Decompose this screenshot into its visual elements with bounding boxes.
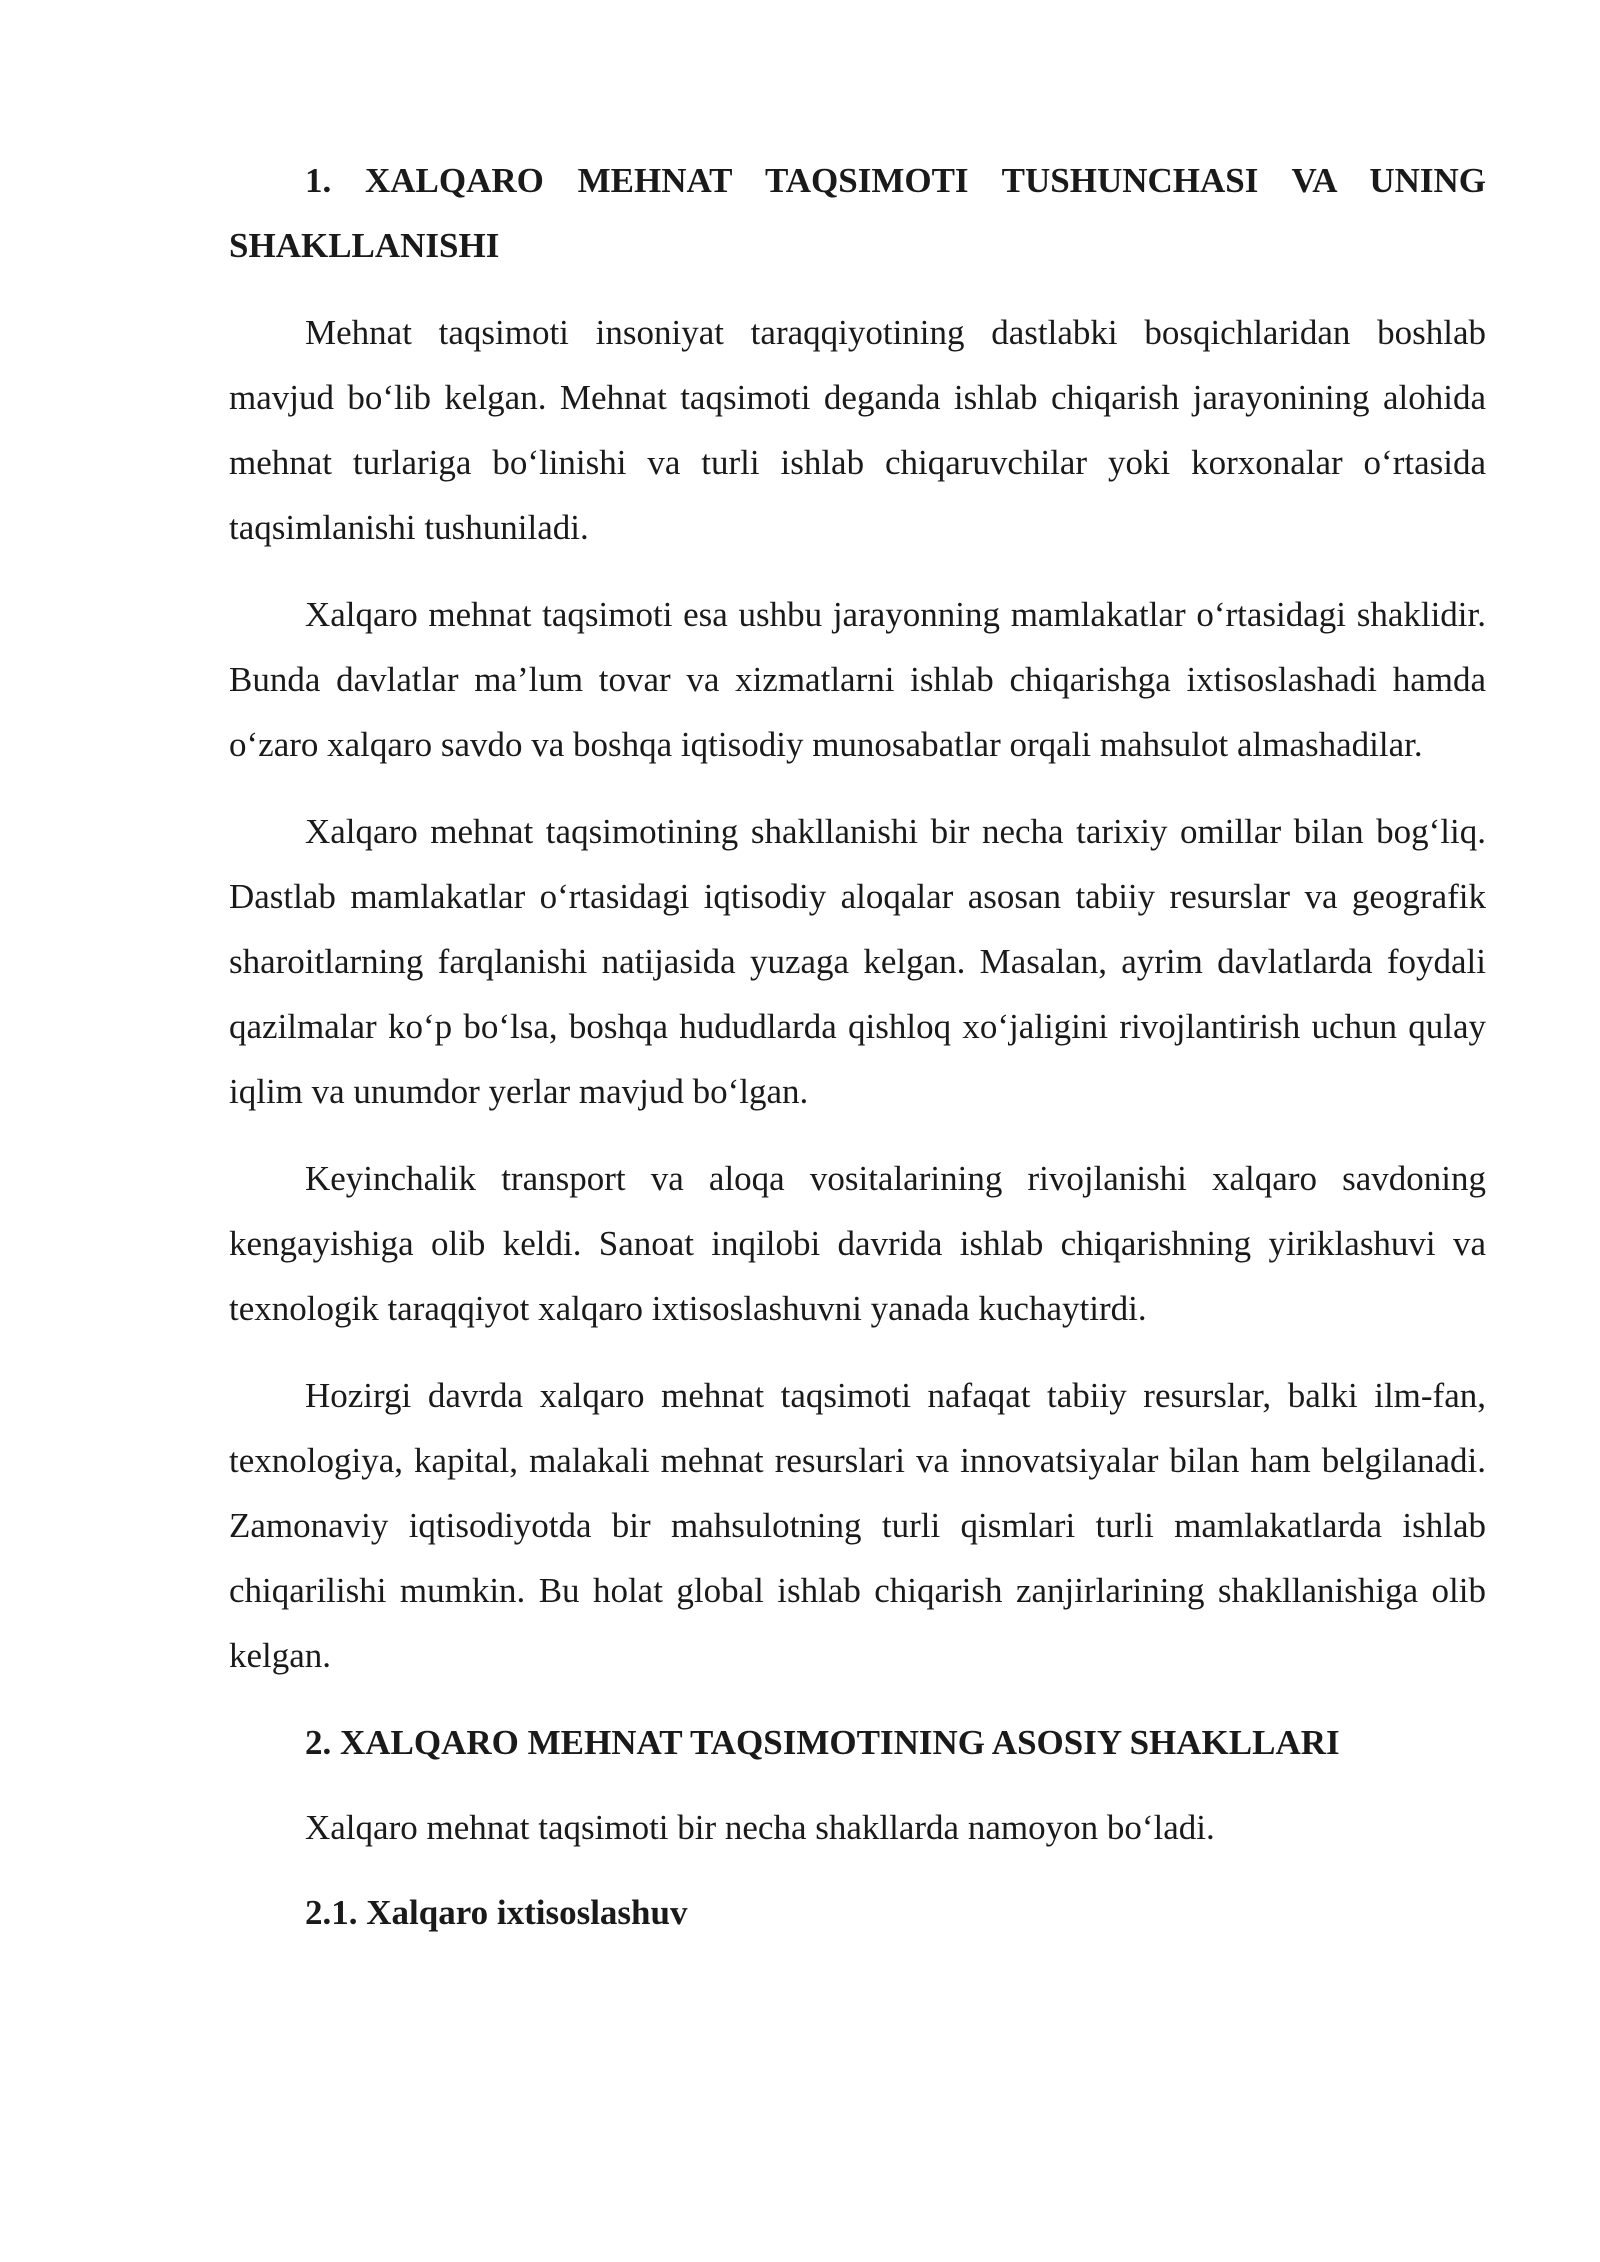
- section-1-heading: 1. XALQARO MEHNAT TAQSIMOTI TUSHUNCHASI VA UNING SHAKLLANISHI: [229, 161, 1486, 265]
- document-page: [229, 148, 1486, 1945]
- paragraph: Mehnat taqsimoti insoniyat taraqqiyotining dastlabki bosqichlaridan boshlab mavjud bo‘lib kelgan. Mehnat taqsimoti deganda ishlab chiqarish jarayonining alohida mehnat turlariga bo‘linishi va turli ishlab chiqaruvchilar yoki korxonalar o‘rtasida taqsimlanishi tushuniladi.: [229, 313, 1486, 547]
- paragraph: Hozirgi davrda xalqaro mehnat taqsimoti nafaqat tabiiy resurslar, balki ilm-fan, texnologiya, kapital, malakali mehnat resurslari va innovatsiyalar bilan ham belgilanadi. Zamonaviy iqtisodiyotda bir mahsulotning turli qismlari turli mamlakatlarda ishlab chiqarilishi mumkin. Bu holat global ishlab chiqarish zanjirlarining shakllanishiga olib kelgan.: [229, 1376, 1486, 1675]
- paragraph: Xalqaro mehnat taqsimoti esa ushbu jarayonning mamlakatlar o‘rtasidagi shaklidir. Bunda davlatlar ma’lum tovar va xizmatlarni ishlab chiqarishga ixtisoslashadi hamda o‘zaro xalqaro savdo va boshqa iqtisodiy munosabatlar orqali mahsulot almashadilar.: [229, 595, 1486, 764]
- paragraph: Xalqaro mehnat taqsimotining shakllanishi bir necha tarixiy omillar bilan bog‘liq. Dastlab mamlakatlar o‘rtasidagi iqtisodiy aloqalar asosan tabiiy resurslar va geografik sharoitlarning farqlanishi natijasida yuzaga kelgan. Masalan, ayrim davlatlarda foydali qazilmalar ko‘p bo‘lsa, boshqa hududlarda qishloq xo‘jaligini rivojlantirish uchun qulay iqlim va unumdor yerlar mavjud bo‘lgan.: [229, 812, 1486, 1111]
- section-2-heading: 2. XALQARO MEHNAT TAQSIMOTINING ASOSIY SHAKLLARI: [305, 1723, 1340, 1762]
- paragraph: Keyinchalik transport va aloqa vositalarining rivojlanishi xalqaro savdoning kengayishiga olib keldi. Sanoat inqilobi davrida ishlab chiqarishning yiriklashuvi va texnologik taraqqiyot xalqaro ixtisoslashuvni yanada kuchaytirdi.: [229, 1159, 1486, 1328]
- subsection-2-1-heading: 2.1. Xalqaro ixtisoslashuv: [305, 1893, 688, 1932]
- paragraph: Xalqaro mehnat taqsimoti bir necha shakllarda namoyon bo‘ladi.: [305, 1808, 1215, 1847]
